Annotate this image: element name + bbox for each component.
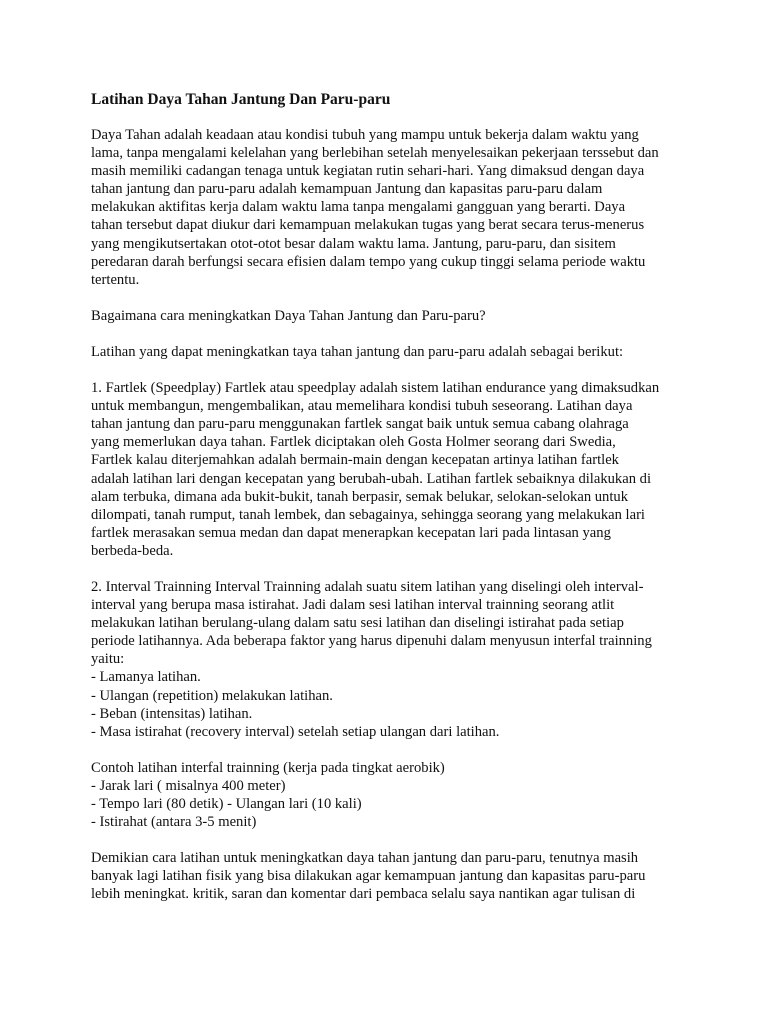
text-line: untuk membangun, mengembalikan, atau memelihara kondisi tubuh seseorang. Latihan daya [91, 398, 633, 415]
text-line: - Jarak lari ( misalnya 400 meter) [91, 777, 286, 794]
text-line: melakukan latihan berulang-ulang dalam satu sesi latihan dan diselingi istirahat pada setiap [91, 615, 624, 632]
text-line: adalah latihan lari dengan kecepatan yang berubah-ubah. Latihan fartlek sebaiknya dilakukan di [91, 470, 651, 487]
text-line: Contoh latihan interfal trainning (kerja pada tingkat aerobik) [91, 759, 445, 776]
text-line: - Ulangan (repetition) melakukan latihan. [91, 687, 333, 704]
paragraph [91, 759, 691, 831]
text-line: fartlek merasakan semua medan dan dapat menerapkan kecepatan lari pada lintasan yang [91, 524, 611, 541]
text-line: 2. Interval Trainning Interval Trainning adalah suatu sitem latihan yang diselingi oleh interval- [91, 578, 644, 595]
paragraph [91, 343, 691, 361]
text-line: tahan tersebut dapat diukur dari kemampuan melakukan tugas yang berat secara terus-menerus [91, 217, 645, 234]
document-title: Latihan Daya Tahan Jantung Dan Paru-paru [91, 91, 391, 108]
text-line: Bagaimana cara meningkatkan Daya Tahan Jantung dan Paru-paru? [91, 307, 486, 324]
text-line: - Istirahat (antara 3-5 menit) [91, 814, 257, 831]
text-line: - Tempo lari (80 detik) - Ulangan lari (10 kali) [91, 796, 362, 812]
text-line: - Beban (intensitas) latihan. [91, 705, 253, 722]
text-line: lama, tanpa mengalami kelelahan yang berlebihan setelah menyelesaikan pekerjaan terssebut dan [91, 145, 659, 162]
text-line: tahan jantung dan paru-paru adalah kemampuan Jantung dan kapasitas paru-paru dalam [91, 181, 603, 198]
paragraph-gap [91, 560, 691, 578]
text-line: yang mengikutsertakan otot-otot besar dalam waktu lama. Jantung, paru-paru, dan sisitem [91, 235, 616, 252]
text-line: tertentu. [91, 271, 140, 288]
text-line: dilompati, tanah rumput, tanah lembek, dan sebagainya, sehingga seorang yang melakukan lari [91, 506, 645, 523]
text-line: Latihan yang dapat meningkatkan taya tahan jantung dan paru-paru adalah sebagai berikut: [91, 343, 624, 360]
text-line: Fartlek kalau diterjemahkan adalah bermain-main dengan kecepatan artinya latihan fartlek [91, 452, 619, 469]
paragraph-gap [91, 289, 691, 307]
text-line: melakukan aktifitas kerja dalam waktu lama tanpa mengalami gangguan yang berarti. Daya [91, 199, 626, 216]
text-line: - Masa istirahat (recovery interval) setelah setiap ulangan dari latihan. [91, 723, 500, 740]
text-line: interval yang berupa masa istirahat. Jadi dalam sesi latihan interval trainning seorang atlit [91, 597, 615, 614]
text-line: Demikian cara latihan untuk meningkatkan daya tahan jantung dan paru-paru, tenutnya masih [91, 850, 639, 867]
text-line: 1. Fartlek (Speedplay) Fartlek atau speedplay adalah sistem latihan endurance yang dimaksudkan [91, 380, 660, 397]
text-line: tahan jantung dan paru-paru menggunakan fartlek sangat baik untuk semua cabang olahraga [91, 416, 629, 433]
paragraph [91, 578, 691, 741]
text-line: peredaran darah berfungsi secara efisien dalam tempo yang cukup tinggi selama periode waktu [91, 253, 646, 270]
text-line: banyak lagi latihan fisik yang bisa dilakukan agar kemampuan jantung dan kapasitas paru-paru [91, 868, 646, 885]
paragraph [91, 307, 691, 325]
paragraph [91, 379, 691, 560]
text-line: periode latihannya. Ada beberapa faktor yang harus dipenuhi dalam menyusun interfal trainning [91, 633, 652, 650]
paragraph [91, 849, 691, 903]
text-line: alam terbuka, dimana ada bukit-bukit, tanah berpasir, semak belukar, selokan-selokan untuk [91, 488, 629, 505]
paragraph-gap [91, 361, 691, 379]
text-line: yaitu: [91, 651, 125, 668]
paragraph-gap [91, 831, 691, 849]
paragraph [91, 126, 691, 289]
paragraph-gap [91, 325, 691, 343]
text-line: yang memerlukan daya tahan. Fartlek diciptakan oleh Gosta Holmer seorang dari Swedia, [91, 434, 616, 451]
document-body [91, 126, 691, 903]
text-line: berbeda-beda. [91, 542, 174, 559]
text-line: - Lamanya latihan. [91, 669, 201, 686]
paragraph-gap [91, 741, 691, 759]
text-line: masih memiliki cadangan tenaga untuk kegiatan rutin sehari-hari. Yang dimaksud dengan daya [91, 163, 645, 180]
text-line: lebih meningkat. kritik, saran dan komentar dari pembaca selalu saya nantikan agar tulisan di [91, 886, 636, 903]
document-page [91, 90, 691, 903]
text-line: Daya Tahan adalah keadaan atau kondisi tubuh yang mampu untuk bekerja dalam waktu yang [91, 127, 639, 143]
